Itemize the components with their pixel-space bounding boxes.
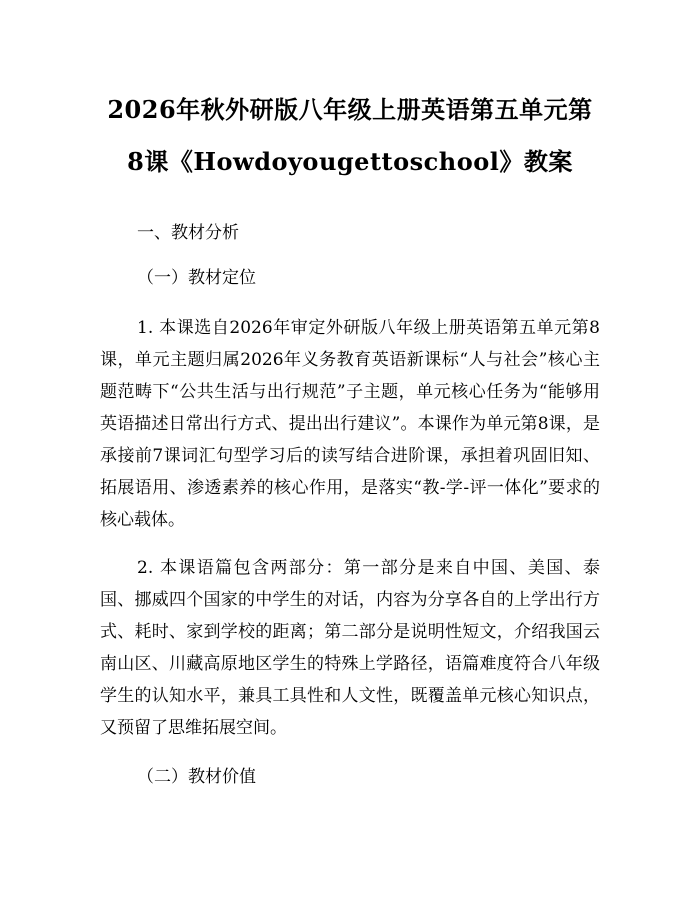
document-title [100,84,600,188]
section-heading-textbook-analysis: 一、教材分析 [137,223,239,243]
paragraph-1: 1. 本课选自2026年审定外研版八年级上册英语第五单元第8课，单元主题归属2026年义务教育英语新课标“人与社会”核心主题范畴下“公共生活与出行规范”子主题，单元核心任务为“能够用英语描述日常出行方式、提出出行建议”。本课作为单元第8课，是承接前7课词汇句型学习后的读写结合进阶课，承担着巩固旧知、拓展语用、渗透素养的核心作用，是落实“教-学-评一体化”要求的核心载体。 [100,318,600,530]
subsection-heading-textbook-value: （二）教材价值 [137,767,256,787]
paragraph-2: 2. 本课语篇包含两部分：第一部分是来自中国、美国、泰国、挪威四个国家的中学生的对话，内容为分享各自的上学出行方式、耗时、家到学校的距离；第二部分是说明性短文，介绍我国云南山区、川藏高原地区学生的特殊上学路径，语篇难度符合八年级学生的认知水平，兼具工具性和人文性，既覆盖单元核心知识点，又预留了思维拓展空间。 [100,558,600,738]
title-line-1: 2026年秋外研版八年级上册英语第五单元第 [107,95,593,124]
subsection-heading-textbook-positioning: （一）教材定位 [137,268,256,288]
title-line-2: 8课《Howdoyougettoschool》教案 [127,147,573,176]
